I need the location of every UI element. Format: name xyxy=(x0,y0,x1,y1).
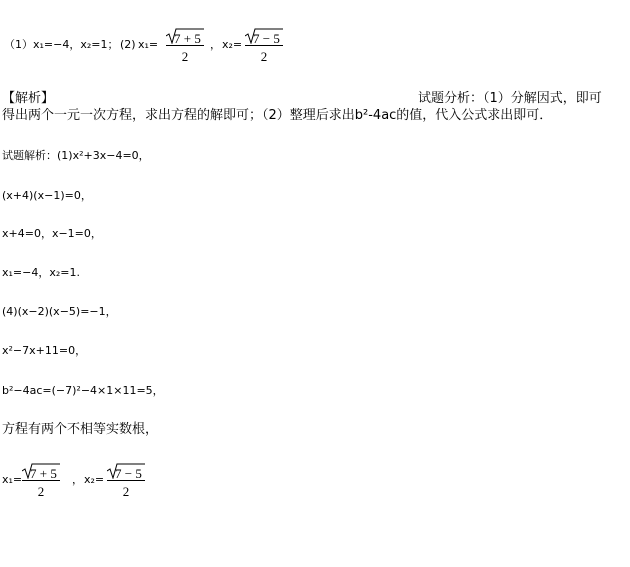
fraction-numerator: 7 + 5 xyxy=(30,466,57,481)
solution-step-4: x₁=−4，x₂=1. xyxy=(2,266,80,279)
fraction-denominator: 2 xyxy=(181,49,189,64)
fraction-bar xyxy=(245,45,283,46)
analysis-intro-continued: 得出两个一元一次方程，求出方程的解即可；（2）整理后求出b²-4ac的值，代入公式求出即可． xyxy=(2,108,553,123)
fraction-bar xyxy=(22,480,60,481)
solution-step-2: (x+4)(x−1)=0， xyxy=(2,189,92,202)
final-separator: ， xyxy=(72,473,83,486)
final-x1-label: x₁= xyxy=(2,473,23,486)
answer-part2-label: (2) xyxy=(120,38,136,51)
final-x2-label: x₂= xyxy=(84,473,105,486)
solution-step-7: b²−4ac=(−7)²−4×1×11=5， xyxy=(2,384,164,397)
fraction-numerator: 7 − 5 xyxy=(115,466,142,481)
fraction-denominator: 2 xyxy=(260,49,268,64)
analysis-heading: 【解析】 xyxy=(2,91,55,106)
fraction-denominator: 2 xyxy=(37,484,45,499)
answer-fraction-1 xyxy=(166,28,204,62)
solution-conclusion: 方程有两个不相等实数根， xyxy=(2,422,159,437)
solution-step-5: (4)(x−2)(x−5)=−1， xyxy=(2,305,117,318)
analysis-intro: 试题分析：（1）分解因式，即可 xyxy=(418,91,602,106)
fraction-numerator: 7 − 5 xyxy=(253,31,280,46)
fraction-denominator: 2 xyxy=(122,484,130,499)
final-fraction-1 xyxy=(22,463,60,497)
answer-fraction-2 xyxy=(245,28,283,62)
answer-x2-label: x₂= xyxy=(222,38,243,51)
fraction-bar xyxy=(166,45,204,46)
solution-step-3: x+4=0，x−1=0， xyxy=(2,227,102,240)
fraction-bar xyxy=(107,480,145,481)
answer-separator: ， xyxy=(210,38,221,51)
answer-part1-label: （1） xyxy=(4,38,33,51)
answer-part1-values: x₁=−4，x₂=1； xyxy=(33,38,119,51)
solution-step-1: 试题解析：(1)x²+3x−4=0， xyxy=(2,149,150,162)
final-fraction-2 xyxy=(107,463,145,497)
solution-step-6: x²−7x+11=0， xyxy=(2,344,87,357)
answer-x1-label: x₁= xyxy=(138,38,159,51)
fraction-numerator: 7 + 5 xyxy=(174,31,201,46)
